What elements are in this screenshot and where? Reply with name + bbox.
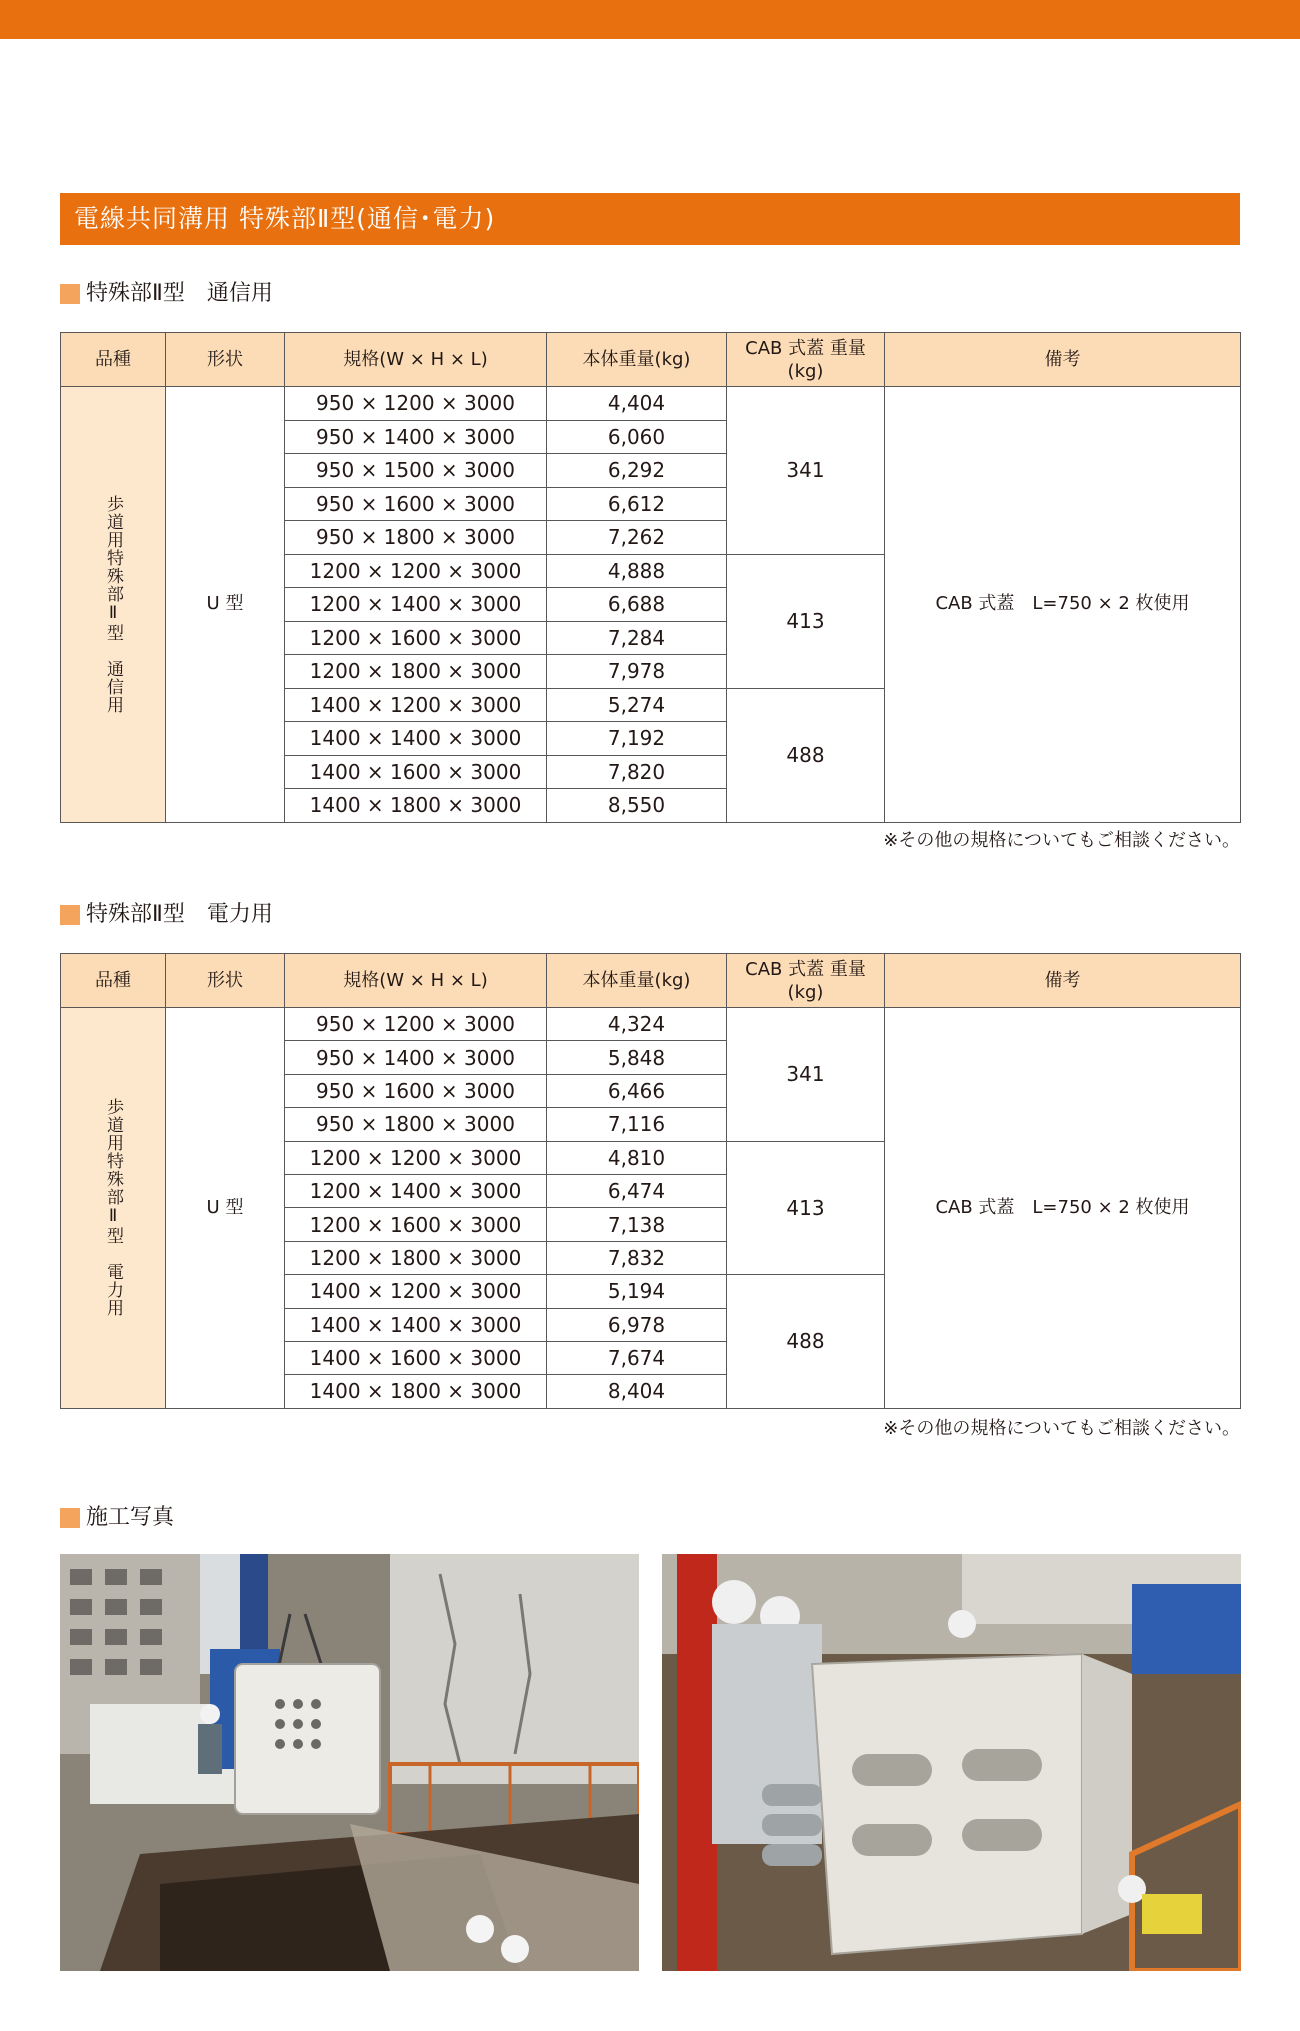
- weight-cell: 7,262: [547, 521, 727, 555]
- header-remarks: 備考: [885, 954, 1241, 1008]
- spec-cell: 1200 × 1400 × 3000: [285, 588, 547, 622]
- header-kind: 品種: [61, 333, 166, 387]
- category-cell: [61, 1008, 166, 1409]
- spec-cell: 1400 × 1400 × 3000: [285, 1308, 547, 1341]
- header-lid-weight: [727, 333, 885, 387]
- spec-table-power: [60, 953, 1241, 1409]
- weight-cell: 6,466: [547, 1074, 727, 1107]
- lid-weight-cell: 488: [727, 1275, 885, 1409]
- weight-cell: 5,194: [547, 1275, 727, 1308]
- table-row: [61, 387, 1241, 421]
- weight-cell: 7,116: [547, 1108, 727, 1141]
- weight-cell: 7,832: [547, 1241, 727, 1274]
- spec-cell: 950 × 1200 × 3000: [285, 1008, 547, 1041]
- spec-cell: 950 × 1600 × 3000: [285, 1074, 547, 1107]
- weight-cell: 6,060: [547, 420, 727, 454]
- weight-cell: 4,810: [547, 1141, 727, 1174]
- lid-weight-cell: 341: [727, 1008, 885, 1142]
- weight-cell: 8,404: [547, 1375, 727, 1408]
- weight-cell: 4,888: [547, 554, 727, 588]
- spec-cell: 950 × 1200 × 3000: [285, 387, 547, 421]
- header-spec: 規格(W × H × L): [285, 333, 547, 387]
- spec-cell: 950 × 1800 × 3000: [285, 521, 547, 555]
- spec-cell: 950 × 1400 × 3000: [285, 1041, 547, 1074]
- spec-cell: 1400 × 1800 × 3000: [285, 789, 547, 823]
- spec-cell: 950 × 1800 × 3000: [285, 1108, 547, 1141]
- weight-cell: 6,292: [547, 454, 727, 488]
- spec-cell: 1400 × 1800 × 3000: [285, 1375, 547, 1408]
- construction-photo-crane: [60, 1554, 639, 1971]
- header-lid-weight-line1: CAB 式蓋 重量: [745, 958, 866, 980]
- lid-weight-cell: 341: [727, 387, 885, 555]
- page-title: 電線共同溝用 特殊部Ⅱ型(通信･電力): [60, 193, 1240, 245]
- section-heading-text: 特殊部Ⅱ型 通信用: [86, 281, 273, 306]
- remark-cell: CAB 式蓋 L=750 × 2 枚使用: [885, 1008, 1241, 1409]
- weight-cell: 5,848: [547, 1041, 727, 1074]
- weight-cell: 7,138: [547, 1208, 727, 1241]
- square-bullet-icon: [60, 905, 80, 925]
- lid-weight-cell: 488: [727, 688, 885, 822]
- table-row: [61, 1008, 1241, 1041]
- spec-cell: 1400 × 1200 × 3000: [285, 688, 547, 722]
- weight-cell: 7,284: [547, 621, 727, 655]
- spec-cell: 1200 × 1600 × 3000: [285, 1208, 547, 1241]
- consultation-note: ※その他の規格についてもご相談ください。: [883, 1418, 1240, 1439]
- weight-cell: 6,612: [547, 487, 727, 521]
- weight-cell: 6,978: [547, 1308, 727, 1341]
- spec-cell: 950 × 1600 × 3000: [285, 487, 547, 521]
- header-shape: 形状: [166, 333, 285, 387]
- square-bullet-icon: [60, 1508, 80, 1528]
- spec-cell: 950 × 1500 × 3000: [285, 454, 547, 488]
- header-kind: 品種: [61, 954, 166, 1008]
- square-bullet-icon: [60, 284, 80, 304]
- section-heading-photos: [60, 1503, 174, 1533]
- spec-cell: 950 × 1400 × 3000: [285, 420, 547, 454]
- spec-cell: 1200 × 1800 × 3000: [285, 1241, 547, 1274]
- lid-weight-cell: 413: [727, 1141, 885, 1275]
- header-body-weight: 本体重量(kg): [547, 954, 727, 1008]
- header-lid-weight-line2: (kg): [787, 981, 824, 1003]
- weight-cell: 6,474: [547, 1174, 727, 1207]
- section-heading-text: 施工写真: [86, 1505, 175, 1530]
- category-label: 歩道用特殊部Ⅱ型 通信用: [103, 494, 123, 714]
- header-spec: 規格(W × H × L): [285, 954, 547, 1008]
- spec-cell: 1400 × 1600 × 3000: [285, 1341, 547, 1374]
- weight-cell: 5,274: [547, 688, 727, 722]
- construction-photo-installation: [662, 1554, 1241, 1971]
- weight-cell: 6,688: [547, 588, 727, 622]
- construction-photo-crane-image: [60, 1554, 639, 1971]
- weight-cell: 7,674: [547, 1341, 727, 1374]
- lid-weight-cell: 413: [727, 554, 885, 688]
- section-heading-communication: [60, 279, 273, 309]
- remark-cell: CAB 式蓋 L=750 × 2 枚使用: [885, 387, 1241, 823]
- spec-table-communication: [60, 332, 1241, 823]
- spec-cell: 1200 × 1600 × 3000: [285, 621, 547, 655]
- header-body-weight: 本体重量(kg): [547, 333, 727, 387]
- header-lid-weight-line1: CAB 式蓋 重量: [745, 337, 866, 359]
- spec-cell: 1200 × 1400 × 3000: [285, 1174, 547, 1207]
- construction-photo-installation-image: [662, 1554, 1241, 1971]
- spec-cell: 1200 × 1200 × 3000: [285, 554, 547, 588]
- header-lid-weight: [727, 954, 885, 1008]
- shape-cell: U 型: [166, 387, 285, 823]
- section-heading-power: [60, 900, 273, 930]
- weight-cell: 4,404: [547, 387, 727, 421]
- category-cell: [61, 387, 166, 823]
- spec-cell: 1400 × 1200 × 3000: [285, 1275, 547, 1308]
- weight-cell: 7,978: [547, 655, 727, 689]
- spec-cell: 1400 × 1400 × 3000: [285, 722, 547, 756]
- weight-cell: 7,820: [547, 755, 727, 789]
- section-heading-text: 特殊部Ⅱ型 電力用: [86, 902, 273, 927]
- weight-cell: 4,324: [547, 1008, 727, 1041]
- header-remarks: 備考: [885, 333, 1241, 387]
- shape-cell: U 型: [166, 1008, 285, 1409]
- category-label: 歩道用特殊部Ⅱ型 電力用: [103, 1098, 123, 1318]
- spec-cell: 1200 × 1800 × 3000: [285, 655, 547, 689]
- header-shape: 形状: [166, 954, 285, 1008]
- spec-cell: 1400 × 1600 × 3000: [285, 755, 547, 789]
- header-lid-weight-line2: (kg): [787, 360, 824, 382]
- consultation-note: ※その他の規格についてもご相談ください。: [883, 830, 1240, 851]
- weight-cell: 8,550: [547, 789, 727, 823]
- table-header-row: [61, 954, 1241, 1008]
- table-header-row: [61, 333, 1241, 387]
- spec-cell: 1200 × 1200 × 3000: [285, 1141, 547, 1174]
- top-accent-bar: [0, 0, 1300, 39]
- weight-cell: 7,192: [547, 722, 727, 756]
